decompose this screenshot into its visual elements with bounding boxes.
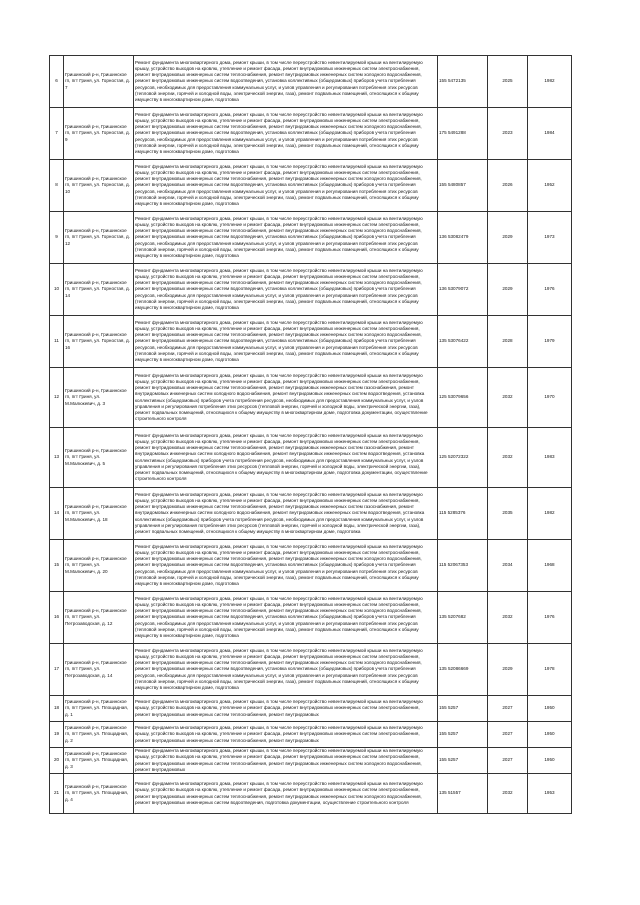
- built-year-cell: 1983: [528, 428, 572, 488]
- address-cell: Гришинский р-н, Гришинское гп, пгт Гриня, ул. Горностая, д. 14: [64, 264, 134, 316]
- table-row: [50, 264, 572, 316]
- built-year-cell: 1978: [528, 644, 572, 696]
- built-year-cell: 1984: [528, 108, 572, 160]
- address-cell: Гришинский р-н, Гришинское гп, пгт Гриня, ул. Горностая, д. 9: [64, 108, 134, 160]
- cost-cell: 175 5491288: [438, 108, 488, 160]
- planned-year-cell: 2032: [488, 428, 528, 488]
- cost-cell: 136 53082479: [438, 212, 488, 264]
- planned-year-cell: 2023: [488, 108, 528, 160]
- cost-cell: 135 51557: [438, 774, 488, 814]
- cost-cell: 115 52067353: [438, 540, 488, 592]
- address-cell: Гришинский р-н, Гришинское гп, пгт Гриня, ул. Площадная, д. 2: [64, 722, 134, 748]
- row-number-cell: 7: [50, 108, 64, 160]
- table-row: [50, 428, 572, 488]
- table-row: [50, 488, 572, 540]
- built-year-cell: 1982: [528, 488, 572, 540]
- address-cell: Гришинский р-н, Гришинское гп, пгт Гриня, ул. Горностая, д. 10: [64, 160, 134, 212]
- planned-year-cell: 2029: [488, 644, 528, 696]
- planned-year-cell: 2027: [488, 696, 528, 722]
- planned-year-cell: 2035: [488, 488, 528, 540]
- row-number-cell: 12: [50, 368, 64, 428]
- planned-year-cell: 2028: [488, 316, 528, 368]
- row-number-cell: 9: [50, 212, 64, 264]
- works-list-cell: Ремонт фундамента многоквартирного дома, ремонт крыши, в том числе переустройство невентилируемой крыши на вентилируемую крышу, устройство выходов на кровлю, утепление и ремонт фасада, ремонт внутридомовых инженерных систем электроснабжения, ремонт внутридомовых инженерных систем теплоснабжения, ремонт внутридомовых: [134, 722, 438, 748]
- table-row: [50, 108, 572, 160]
- cost-cell: 136 53079072: [438, 264, 488, 316]
- cost-cell: 155 5257: [438, 748, 488, 774]
- planned-year-cell: 2026: [488, 160, 528, 212]
- row-number-cell: 10: [50, 264, 64, 316]
- cost-cell: 155 5257: [438, 696, 488, 722]
- built-year-cell: 1976: [528, 592, 572, 644]
- row-number-cell: 8: [50, 160, 64, 212]
- table-row: [50, 316, 572, 368]
- table-row: [50, 540, 572, 592]
- row-number-cell: 6: [50, 56, 64, 108]
- cost-cell: 135 5207682: [438, 592, 488, 644]
- built-year-cell: 1982: [528, 56, 572, 108]
- cost-cell: 135 53076422: [438, 316, 488, 368]
- table-row: [50, 696, 572, 722]
- works-list-cell: Ремонт фундамента многоквартирного дома, ремонт крыши, в том числе переустройство невентилируемой крыши на вентилируемую крышу, устройство выходов на кровлю, утепление и ремонт фасада, ремонт внутридомовых инженерных систем электроснабжения, ремонт внутридомовых инженерных систем теплоснабжения, ремонт внутридомовых инженерных систем газоснабжения, ремонт внутридомовых инженерных систем холодного водоснабжения, ремонт внутридомовых инженерных систем водоотведения, установка коллективных (общедомовых) приборов учета потребления ресурсов, необходимых для предоставления коммунальных услуг, и узлов управления и регулирования потребления этих ресурсов (тепловой энергии, горячей и холодной воды, электрической энергии, газа), ремонт подвальных помещений, относящихся к общему имуществу в многоквартирном доме, подготовка: [134, 488, 438, 540]
- table-body: [50, 56, 572, 814]
- row-number-cell: 19: [50, 722, 64, 748]
- address-cell: Гришинский р-н, Гришинское гп, пгт Гриня, ул. Петрозаводская, д. 14: [64, 644, 134, 696]
- address-cell: Гришинский р-н, Гришинское гп, пгт Гриня, ул. Площадная, д. 3: [64, 748, 134, 774]
- works-list-cell: Ремонт фундамента многоквартирного дома, ремонт крыши, в том числе переустройство невентилируемой крыши на вентилируемую крышу, устройство выходов на кровлю, утепление и ремонт фасада, ремонт внутридомовых инженерных систем электроснабжения, ремонт внутридомовых инженерных систем теплоснабжения, ремонт внутридомовых инженерных систем холодного водоснабжения, ремонт внутридомовых инженерных систем водоотведения, установка коллективных (общедомовых) приборов учета потребления ресурсов, необходимых для предоставления коммунальных услуг, и узлов управления и регулирования потребления этих ресурсов (тепловой энергии, горячей и холодной воды, электрической энергии, газа), ремонт подвальных помещений, относящихся к общему имуществу в многоквартирном доме, подготовка: [134, 212, 438, 264]
- row-number-cell: 15: [50, 540, 64, 592]
- built-year-cell: 1979: [528, 316, 572, 368]
- built-year-cell: 1968: [528, 540, 572, 592]
- planned-year-cell: 2032: [488, 774, 528, 814]
- table-row: [50, 368, 572, 428]
- built-year-cell: 1952: [528, 160, 572, 212]
- built-year-cell: 1950: [528, 722, 572, 748]
- table-row: [50, 644, 572, 696]
- built-year-cell: 1976: [528, 264, 572, 316]
- cost-cell: 155 5257: [438, 722, 488, 748]
- cost-cell: 135 52086669: [438, 644, 488, 696]
- address-cell: Гришинский р-н, Гришинское гп, пгт Гриня, ул. Петрозаводская, д. 12: [64, 592, 134, 644]
- table-row: [50, 748, 572, 774]
- works-list-cell: Ремонт фундамента многоквартирного дома, ремонт крыши, в том числе переустройство невентилируемой крыши на вентилируемую крышу, устройство выходов на кровлю, утепление и ремонт фасада, ремонт внутридомовых инженерных систем электроснабжения, ремонт внутридомовых инженерных систем теплоснабжения, ремонт внутридомовых инженерных систем холодного водоснабжения, ремонт внутридомовых инженерных систем водоотведения, установка коллективных (общедомовых) приборов учета потребления ресурсов, необходимых для предоставления коммунальных услуг, и узлов управления и регулирования потребления этих ресурсов (тепловой энергии, горячей и холодной воды, электрической энергии, газа), ремонт подвальных помещений, относящихся к общему имуществу в многоквартирном доме, подготовка: [134, 592, 438, 644]
- works-list-cell: Ремонт фундамента многоквартирного дома, ремонт крыши, в том числе переустройство невентилируемой крыши на вентилируемую крышу, устройство выходов на кровлю, утепление и ремонт фасада, ремонт внутридомовых инженерных систем электроснабжения, ремонт внутридомовых инженерных систем теплоснабжения, ремонт внутридомовых инженерных систем холодного водоснабжения, ремонт внутридомовых инженерных систем водоотведения, установка коллективных (общедомовых) приборов учета потребления ресурсов, необходимых для предоставления коммунальных услуг, и узлов управления и регулирования потребления этих ресурсов (тепловой энергии, горячей и холодной воды, электрической энергии, газа), ремонт подвальных помещений, относящихся к общему имуществу в многоквартирном доме, подготовка: [134, 540, 438, 592]
- table-row: [50, 212, 572, 264]
- address-cell: Гришинский р-н, Гришинское гп, пгт Гриня, ул. М.Малюкевич, д. 3: [64, 368, 134, 428]
- table-row: [50, 774, 572, 814]
- row-number-cell: 20: [50, 748, 64, 774]
- capital-repair-table: [49, 55, 572, 814]
- address-cell: Гришинский р-н, Гришинское гп, пгт Гриня, ул. М.Малюкевич, д. 20: [64, 540, 134, 592]
- works-list-cell: Ремонт фундамента многоквартирного дома, ремонт крыши, в том числе переустройство невентилируемой крыши на вентилируемую крышу, устройство выходов на кровлю, утепление и ремонт фасада, ремонт внутридомовых инженерных систем электроснабжения, ремонт внутридомовых инженерных систем теплоснабжения, ремонт внутридомовых инженерных систем холодного водоснабжения, ремонт внутридомовых инженерных систем водоотведения, установка коллективных (общедомовых) приборов учета потребления ресурсов, необходимых для предоставления коммунальных услуг, и узлов управления и регулирования потребления этих ресурсов (тепловой энергии, горячей и холодной воды, электрической энергии, газа), ремонт подвальных помещений, относящихся к общему имуществу в многоквартирном доме, подготовка: [134, 108, 438, 160]
- planned-year-cell: 2032: [488, 368, 528, 428]
- table-row: [50, 592, 572, 644]
- row-number-cell: 17: [50, 644, 64, 696]
- table-row: [50, 56, 572, 108]
- row-number-cell: 16: [50, 592, 64, 644]
- built-year-cell: 1950: [528, 696, 572, 722]
- address-cell: Гришинский р-н, Гришинское гп, пгт Гриня, ул. Горностая, д. 7: [64, 56, 134, 108]
- planned-year-cell: 2027: [488, 748, 528, 774]
- works-list-cell: Ремонт фундамента многоквартирного дома, ремонт крыши, в том числе переустройство невентилируемой крыши на вентилируемую крышу, устройство выходов на кровлю, утепление и ремонт фасада, ремонт внутридомовых инженерных систем электроснабжения, ремонт внутридомовых инженерных систем теплоснабжения, ремонт внутридомовых инженерных систем холодного водоснабжения, ремонт внутридомовых инженерных систем водоотведения, подготовка документации, осуществление строительного контроля: [134, 774, 438, 814]
- address-cell: Гришинский р-н, Гришинское гп, пгт Гриня, ул. М.Малюкевич, д. 18: [64, 488, 134, 540]
- planned-year-cell: 2032: [488, 592, 528, 644]
- built-year-cell: 1950: [528, 748, 572, 774]
- address-cell: Гришинский р-н, Гришинское гп, пгт Гриня, ул. Горностая, д. 16: [64, 316, 134, 368]
- address-cell: Гришинский р-н, Гришинское гп, пгт Гриня, ул. Площадная, д. 1: [64, 696, 134, 722]
- row-number-cell: 14: [50, 488, 64, 540]
- planned-year-cell: 2025: [488, 56, 528, 108]
- cost-cell: 125 53079656: [438, 368, 488, 428]
- works-list-cell: Ремонт фундамента многоквартирного дома, ремонт крыши, в том числе переустройство невентилируемой крыши на вентилируемую крышу, устройство выходов на кровлю, утепление и ремонт фасада, ремонт внутридомовых инженерных систем электроснабжения, ремонт внутридомовых инженерных систем теплоснабжения, ремонт внутридомовых инженерных систем холодного водоснабжения, ремонт внутридомовых инженерных систем водоотведения, установка коллективных (общедомовых) приборов учета потребления ресурсов, необходимых для предоставления коммунальных услуг, и узлов управления и регулирования потребления этих ресурсов (тепловой энергии, горячей и холодной воды, электрической энергии, газа), ремонт подвальных помещений, относящихся к общему имуществу в многоквартирном доме, подготовка: [134, 160, 438, 212]
- works-list-cell: Ремонт фундамента многоквартирного дома, ремонт крыши, в том числе переустройство невентилируемой крыши на вентилируемую крышу, устройство выходов на кровлю, утепление и ремонт фасада, ремонт внутридомовых инженерных систем электроснабжения, ремонт внутридомовых инженерных систем теплоснабжения, ремонт внутридомовых инженерных систем холодного водоснабжения, ремонт внутридомовых: [134, 748, 438, 774]
- planned-year-cell: 2027: [488, 722, 528, 748]
- row-number-cell: 21: [50, 774, 64, 814]
- works-list-cell: Ремонт фундамента многоквартирного дома, ремонт крыши, в том числе переустройство невентилируемой крыши на вентилируемую крышу, устройство выходов на кровлю, утепление и ремонт фасада, ремонт внутридомовых инженерных систем электроснабжения, ремонт внутридомовых инженерных систем теплоснабжения, ремонт внутридомовых инженерных систем газоснабжения, ремонт внутридомовых инженерных систем холодного водоснабжения, ремонт внутридомовых инженерных систем водоотведения, установка коллективных (общедомовых) приборов учета потребления ресурсов, необходимых для предоставления коммунальных услуг, и узлов управления и регулирования потребления этих ресурсов (тепловой энергии, горячей и холодной воды, электрической энергии, газа), ремонт подвальных помещений, относящихся к общему имуществу в многоквартирном доме, подготовка документации, осуществление строительного контроля: [134, 368, 438, 428]
- planned-year-cell: 2034: [488, 540, 528, 592]
- works-list-cell: Ремонт фундамента многоквартирного дома, ремонт крыши, в том числе переустройство невентилируемой крыши на вентилируемую крышу, устройство выходов на кровлю, утепление и ремонт фасада, ремонт внутридомовых инженерных систем электроснабжения, ремонт внутридомовых инженерных систем теплоснабжения, ремонт внутридомовых инженерных систем газоснабжения, ремонт внутридомовых инженерных систем холодного водоснабжения, ремонт внутридомовых инженерных систем водоотведения, установка коллективных (общедомовых) приборов учета потребления ресурсов, необходимых для предоставления коммунальных услуг, и узлов управления и регулирования потребления этих ресурсов (тепловой энергии, горячей и холодной воды, электрической энергии, газа), ремонт подвальных помещений, относящихся к общему имуществу в многоквартирном доме, подготовка документации, осуществление строительного контроля: [134, 428, 438, 488]
- address-cell: Гришинский р-н, Гришинское гп, пгт Гриня, ул. Горностая, д. 12: [64, 212, 134, 264]
- built-year-cell: 1973: [528, 212, 572, 264]
- cost-cell: 125 52072322: [438, 428, 488, 488]
- works-list-cell: Ремонт фундамента многоквартирного дома, ремонт крыши, в том числе переустройство невентилируемой крыши на вентилируемую крышу, устройство выходов на кровлю, утепление и ремонт фасада, ремонт внутридомовых инженерных систем электроснабжения, ремонт внутридомовых инженерных систем теплоснабжения, ремонт внутридомовых инженерных систем холодного водоснабжения, ремонт внутридомовых инженерных систем водоотведения, установка коллективных (общедомовых) приборов учета потребления ресурсов, необходимых для предоставления коммунальных услуг, и узлов управления и регулирования потребления этих ресурсов (тепловой энергии, горячей и холодной воды, электрической энергии, газа), ремонт подвальных помещений, относящихся к общему имуществу в многоквартирном доме, подготовка: [134, 316, 438, 368]
- address-cell: Гришинский р-н, Гришинское гп, пгт Гриня, ул. Площадная, д. 4: [64, 774, 134, 814]
- table-row: [50, 160, 572, 212]
- cost-cell: 115 5285376: [438, 488, 488, 540]
- row-number-cell: 11: [50, 316, 64, 368]
- cost-cell: 155 5472135: [438, 56, 488, 108]
- planned-year-cell: 2029: [488, 212, 528, 264]
- built-year-cell: 1970: [528, 368, 572, 428]
- address-cell: Гришинский р-н, Гришинское гп, пгт Гриня, ул. М.Малюкевич, д. 5: [64, 428, 134, 488]
- row-number-cell: 13: [50, 428, 64, 488]
- works-list-cell: Ремонт фундамента многоквартирного дома, ремонт крыши, в том числе переустройство невентилируемой крыши на вентилируемую крышу, устройство выходов на кровлю, утепление и ремонт фасада, ремонт внутридомовых инженерных систем электроснабжения, ремонт внутридомовых инженерных систем теплоснабжения, ремонт внутридомовых инженерных систем холодного водоснабжения, ремонт внутридомовых инженерных систем водоотведения, установка коллективных (общедомовых) приборов учета потребления ресурсов, необходимых для предоставления коммунальных услуг, и узлов управления и регулирования потребления этих ресурсов (тепловой энергии, горячей и холодной воды, электрической энергии, газа), ремонт подвальных помещений, относящихся к общему имуществу в многоквартирном доме, подготовка: [134, 56, 438, 108]
- works-list-cell: Ремонт фундамента многоквартирного дома, ремонт крыши, в том числе переустройство невентилируемой крыши на вентилируемую крышу, устройство выходов на кровлю, утепление и ремонт фасада, ремонт внутридомовых инженерных систем электроснабжения, ремонт внутридомовых инженерных систем теплоснабжения, ремонт внутридомовых инженерных систем холодного водоснабжения, ремонт внутридомовых инженерных систем водоотведения, установка коллективных (общедомовых) приборов учета потребления ресурсов, необходимых для предоставления коммунальных услуг, и узлов управления и регулирования потребления этих ресурсов (тепловой энергии, горячей и холодной воды, электрической энергии, газа), ремонт подвальных помещений, относящихся к общему имуществу в многоквартирном доме, подготовка: [134, 264, 438, 316]
- works-list-cell: Ремонт фундамента многоквартирного дома, ремонт крыши, в том числе переустройство невентилируемой крыши на вентилируемую крышу, устройство выходов на кровлю, утепление и ремонт фасада, ремонт внутридомовых инженерных систем электроснабжения, ремонт внутридомовых инженерных систем теплоснабжения, ремонт внутридомовых: [134, 696, 438, 722]
- row-number-cell: 18: [50, 696, 64, 722]
- works-list-cell: Ремонт фундамента многоквартирного дома, ремонт крыши, в том числе переустройство невентилируемой крыши на вентилируемую крышу, устройство выходов на кровлю, утепление и ремонт фасада, ремонт внутридомовых инженерных систем электроснабжения, ремонт внутридомовых инженерных систем теплоснабжения, ремонт внутридомовых инженерных систем холодного водоснабжения, ремонт внутридомовых инженерных систем водоотведения, установка коллективных (общедомовых) приборов учета потребления ресурсов, необходимых для предоставления коммунальных услуг, и узлов управления и регулирования потребления этих ресурсов (тепловой энергии, горячей и холодной воды, электрической энергии, газа), ремонт подвальных помещений, относящихся к общему имуществу в многоквартирном доме, подготовка: [134, 644, 438, 696]
- built-year-cell: 1953: [528, 774, 572, 814]
- cost-cell: 155 5480857: [438, 160, 488, 212]
- planned-year-cell: 2029: [488, 264, 528, 316]
- table-row: [50, 722, 572, 748]
